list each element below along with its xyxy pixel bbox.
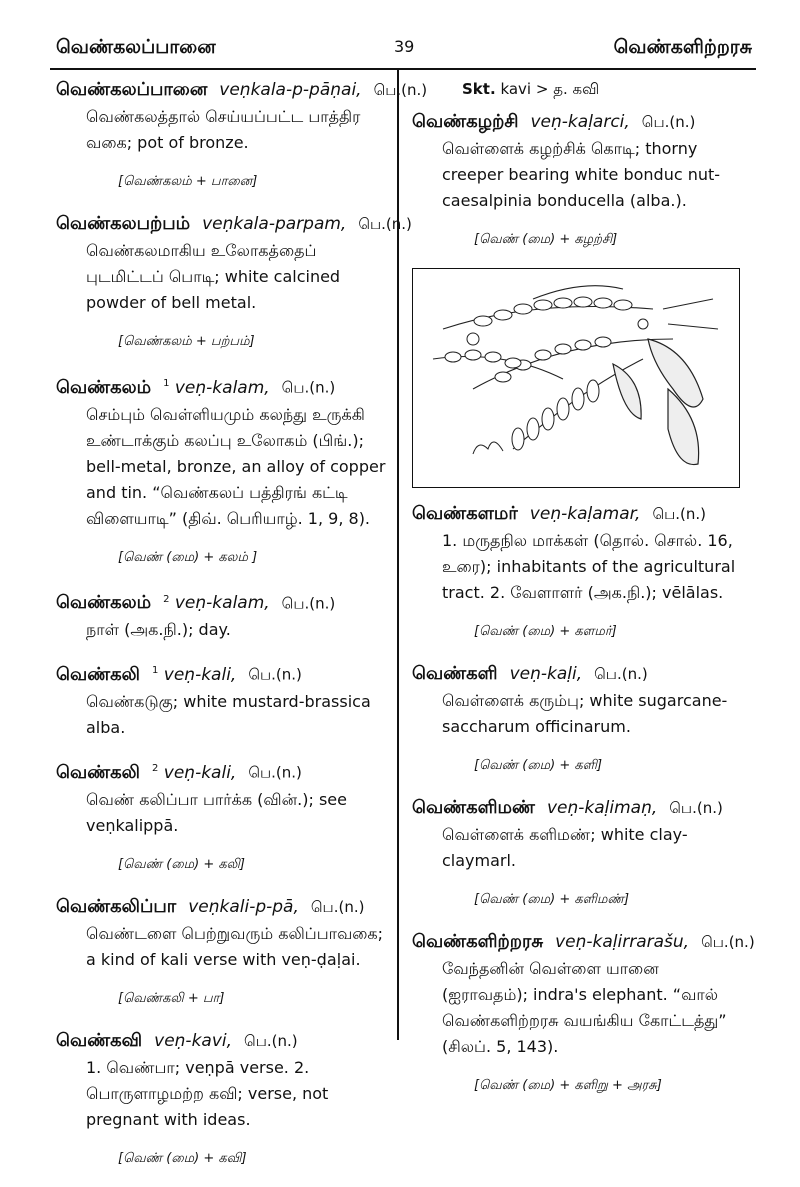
part-of-speech: பெ.(n.): [248, 763, 302, 782]
entry-head-line: [56, 1027, 390, 1055]
definition: வெண் கலிப்பா பார்க்க (வின்.); see veṇkalippā.: [86, 789, 347, 835]
homograph-number: 1: [152, 665, 159, 677]
entry-head-line: [56, 586, 390, 618]
entry-head-line: [56, 893, 390, 921]
entry-head-line: [56, 76, 428, 104]
entry-spacer: [56, 741, 390, 755]
transliteration: veṇkali-p-pā,: [188, 896, 299, 917]
headword: வெண்கலம்: [56, 376, 152, 398]
transliteration: veṇkala-parpam,: [202, 214, 347, 234]
dictionary-entry: [412, 928, 755, 1096]
page-number: 39: [394, 37, 415, 56]
transliteration: veṇ-kaḷirrarašu,: [555, 932, 690, 952]
headword: வெண்கழற்சி: [412, 111, 519, 132]
entry-head-line: [412, 794, 738, 822]
right-column: [412, 76, 755, 1114]
dictionary-entry: [56, 755, 390, 875]
dictionary-entry: [412, 794, 738, 910]
definition: வெள்ளைக் கழற்சிக் கொடி; thorny creeper bearing white bonduc nut-caesalpinia bonducella (alba.).: [442, 139, 721, 210]
dictionary-entry: [56, 210, 412, 352]
definition: வெள்ளைக் கரும்பு; white sugarcane-saccharum officinarum.: [442, 691, 728, 736]
headword: வெண்கலம்: [56, 592, 152, 614]
dictionary-entry: [412, 500, 738, 642]
headword: வெண்கலி: [56, 663, 140, 685]
header-rule: [50, 68, 756, 70]
definition: வெண்டளை பெற்றுவரும் கலிப்பாவகை; a kind of kali verse with veṇ-ḍaḷai.: [86, 923, 384, 969]
headword: வெண்களிமண்: [412, 797, 535, 818]
transliteration: veṇ-kavi,: [154, 1030, 233, 1051]
entry-head-line: [412, 500, 738, 528]
headword: வெண்களி: [412, 663, 498, 684]
part-of-speech: பெ.(n.): [652, 505, 707, 523]
left-column: [56, 76, 428, 1187]
etymology: [வெண்கலம் + பற்பம்]: [118, 334, 255, 349]
entry-head-line: [56, 755, 390, 787]
etymology: [வெண் (மை) + களி]: [474, 758, 603, 773]
etymology: [வெண் (மை) + களிறு + அரசு]: [474, 1078, 662, 1093]
entry-head-line: [56, 657, 390, 689]
headword: வெண்கவி: [56, 1029, 143, 1051]
definition: 1. வெண்பா; veṇpā verse. 2. பொருளாழமற்ற கவி; verse, not pregnant with ideas.: [86, 1057, 329, 1129]
etymology: [வெண் (மை) + கலி]: [118, 856, 245, 872]
part-of-speech: பெ.(n.): [358, 215, 412, 233]
etymology: [வெண் (மை) + கலம் ]: [118, 549, 258, 565]
transliteration: veṇ-kali,: [163, 762, 237, 783]
part-of-speech: பெ.(n.): [244, 1031, 298, 1050]
headword: வெண்கலிப்பா: [56, 895, 177, 917]
entry-head-line: [412, 660, 738, 688]
page-header: [50, 36, 756, 68]
dictionary-entry: [412, 660, 738, 776]
headword: வெண்கலப்பானை: [56, 79, 208, 100]
part-of-speech: பெ.(n.): [281, 378, 336, 397]
dictionary-entry: [56, 893, 390, 1009]
header-left-guideword: வெண்கலப்பானை: [56, 36, 216, 58]
dictionary-entry: [56, 370, 390, 568]
definition: வேந்தனின் வெள்ளை யானை (ஐராவதம்); indra's elephant. “வால் வெண்களிற்றரசு வயங்கிய கோட்டத்து” (சிலப். 5, 143).: [442, 959, 727, 1056]
etymology: [வெண்கலம் + பானை]: [118, 174, 258, 189]
homograph-number: 1: [163, 378, 170, 389]
part-of-speech: பெ.(n.): [594, 665, 648, 683]
dictionary-entry: [56, 586, 390, 658]
entry-head-line: [56, 210, 412, 238]
caesalpinia-plant-illustration: [412, 268, 740, 488]
entry-head-line: [412, 928, 755, 956]
etymology: [வெண் (மை) + கவி]: [118, 1150, 247, 1166]
transliteration: veṇ-kalam,: [174, 593, 270, 614]
homograph-number: 2: [163, 593, 170, 605]
homograph-number: 2: [152, 762, 159, 774]
headword: வெண்களமர்: [412, 503, 518, 524]
definition: நாள் (அக.நி.); day.: [86, 620, 231, 640]
entry-spacer: [56, 643, 390, 657]
transliteration: veṇ-kaḷamar,: [529, 504, 641, 524]
etymology: [வெண் (மை) + கழற்சி]: [474, 232, 618, 247]
part-of-speech: பெ.(n.): [310, 897, 365, 916]
definition: வெண்கடுகு; white mustard-brassica alba.: [86, 691, 371, 737]
definition: செம்பும் வெள்ளியமும் கலந்து உருக்கி உண்டாக்கும் கலப்பு உலோகம் (பிங்.); bell-metal, bronze, an alloy of copper and tin. “வெண்கலப் பத்திரங் கட்டி விளையாடி” (திவ். பெரியாழ். 1, 9, 8).: [86, 404, 386, 528]
definition: வெண்கலத்தால் செய்யப்பட்ட பாத்திர வகை; pot of bronze.: [86, 107, 361, 152]
transliteration: veṇkala-p-pāṇai,: [219, 80, 362, 100]
headword: வெண்கலபற்பம்: [56, 213, 191, 234]
etymology: [வெண் (மை) + களிமண்]: [474, 892, 630, 907]
skt-label: Skt.: [462, 80, 496, 98]
etymology: [வெண் (மை) + களமர்]: [474, 624, 617, 639]
entry-head-line: [412, 108, 738, 136]
dictionary-entry: [412, 108, 738, 250]
transliteration: veṇ-kaḷi,: [509, 664, 583, 684]
definition: வெள்ளைக் களிமண்; white clay-claymarl.: [442, 825, 688, 870]
part-of-speech: பெ.(n.): [669, 799, 723, 817]
header-right-guideword: வெண்களிற்றரசு: [613, 36, 752, 58]
definition: 1. மருதநில மாக்கள் (தொல். சொல். 16, உரை); inhabitants of the agricultural tract. 2. வேளாளர் (அக.நி.); vēlālas.: [442, 531, 736, 602]
part-of-speech: பெ.(n.): [248, 665, 302, 684]
part-of-speech: பெ.(n.): [281, 594, 336, 613]
part-of-speech: பெ.(n.): [641, 113, 696, 131]
entry-head-line: [56, 370, 390, 402]
dictionary-entry: [56, 657, 390, 755]
dictionary-entry: [56, 76, 428, 192]
skt-text: kavi > த. கவி: [500, 80, 600, 98]
headword: வெண்களிற்றரசு: [412, 931, 544, 952]
transliteration: veṇ-kaḷimaṇ,: [546, 798, 658, 818]
plant-drawing-icon: [413, 269, 739, 487]
part-of-speech: பெ.(n.): [701, 933, 755, 951]
transliteration: veṇ-kali,: [163, 664, 237, 685]
part-of-speech: பெ.(n.): [373, 81, 428, 99]
definition: வெண்கலமாகிய உலோகத்தைப் புடமிட்டப் பொடி; white calcined powder of bell metal.: [86, 241, 341, 312]
transliteration: veṇ-kaḷarci,: [530, 112, 630, 132]
transliteration: veṇ-kalam,: [174, 377, 270, 398]
etymology: [வெண்கலி + பா]: [118, 990, 225, 1006]
headword: வெண்கலி: [56, 761, 140, 783]
dictionary-entry: [56, 1027, 390, 1169]
sanskrit-note: [412, 76, 738, 102]
